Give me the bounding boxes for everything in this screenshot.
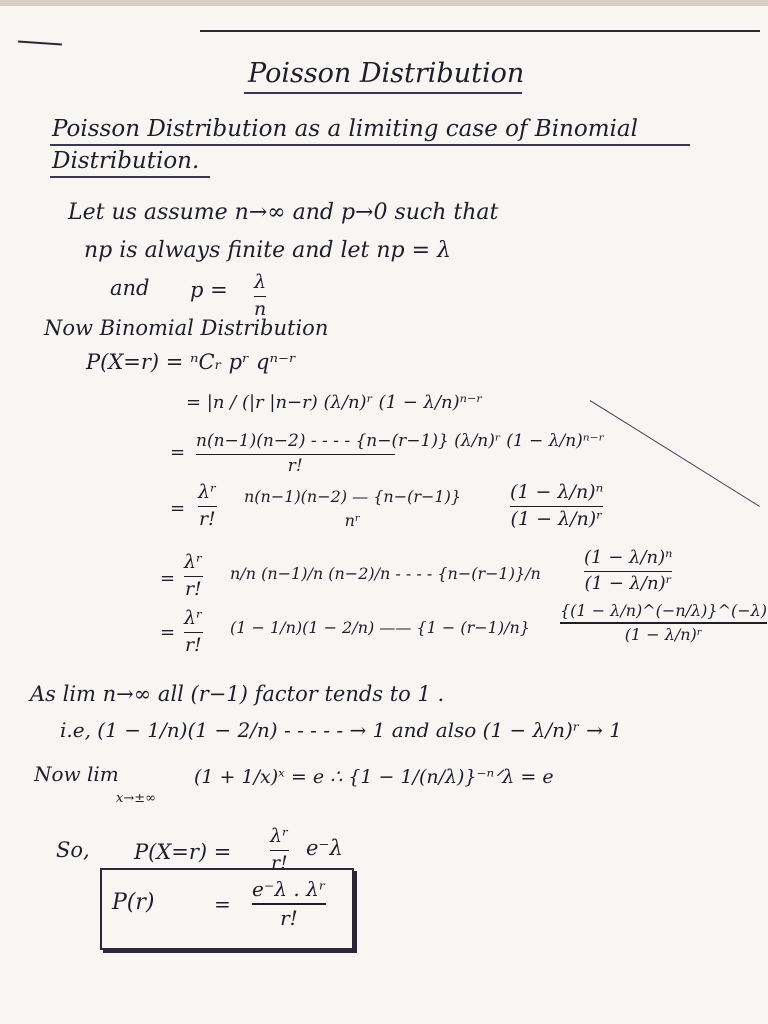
- step-3-b-den: nʳ: [344, 510, 361, 530]
- p-fraction: [254, 272, 266, 321]
- step-5-c-den: (1 − λ/n)ʳ: [624, 624, 703, 644]
- p-fraction-den: n: [254, 298, 267, 321]
- step-4-a-num: λʳ: [184, 551, 203, 573]
- subtitle-line-1: Poisson Distribution as a limiting case of Binomial: [52, 116, 638, 142]
- step-4-eq: =: [160, 568, 176, 589]
- step-3-c-num: (1 − λ/n)ⁿ: [510, 481, 604, 503]
- step-3-c-den: (1 − λ/n)ʳ: [510, 508, 603, 531]
- step-4-a-den: r!: [184, 578, 202, 601]
- step-4-a: [184, 552, 203, 601]
- binomial-heading: Now Binomial Distribution: [44, 316, 329, 340]
- step-5-c: [560, 602, 767, 644]
- step-5-a-den: r!: [184, 634, 202, 657]
- step-3-b: [244, 488, 461, 530]
- margin-diagonal-stroke: [590, 400, 760, 507]
- step-3-a-den: r!: [198, 508, 216, 531]
- assumption-line-1: Let us assume n→∞ and p→0 such that: [68, 200, 499, 225]
- step-3-a: [198, 482, 217, 531]
- binomial-pmf: P(X=r) = ⁿCᵣ pʳ qⁿ⁻ʳ: [86, 350, 297, 374]
- step-2-num: n(n−1)(n−2) - - - - {n−(r−1)} (λ/n)ʳ (1 − λ/n)ⁿ⁻ʳ: [196, 431, 605, 451]
- step-3-a-num: λʳ: [198, 481, 217, 503]
- step-4-c: [584, 548, 672, 595]
- page-top-edge: [0, 0, 768, 6]
- step-2-eq: =: [170, 442, 186, 463]
- limit-statement: As lim n→∞ all (r−1) factor tends to 1 .: [30, 682, 445, 706]
- step-5-mid: (1 − 1/n)(1 − 2/n) —— {1 − (r−1)/n}: [230, 618, 530, 637]
- final-den: r!: [280, 905, 298, 930]
- step-2-den: r!: [287, 456, 303, 477]
- step-2-fraction: [196, 432, 605, 477]
- p-fraction-num: λ: [254, 271, 267, 293]
- final-num: e⁻λ . λʳ: [252, 877, 326, 901]
- step-3-b-num: n(n−1)(n−2) — {n−(r−1)}: [244, 487, 462, 506]
- final-equals: =: [214, 892, 231, 916]
- final-lhs: P(r): [112, 890, 155, 915]
- subtitle-underline-1: [50, 144, 690, 146]
- step-4-c-num: (1 − λ/n)ⁿ: [584, 547, 673, 568]
- subtitle-underline-2: [50, 176, 210, 178]
- now-lim-label: Now lim: [34, 762, 119, 786]
- step-1: = |n / (|r |n−r) (λ/n)ʳ (1 − λ/n)ⁿ⁻ʳ: [186, 392, 483, 413]
- so-fraction-den: r!: [270, 852, 288, 875]
- final-fraction: [252, 878, 326, 930]
- ie-statement: i.e, (1 − 1/n)(1 − 2/n) - - - - - → 1 and also (1 − λ/n)ʳ → 1: [60, 718, 622, 742]
- step-5-eq: =: [160, 622, 176, 643]
- and-label: and: [110, 276, 150, 300]
- page-title: Poisson Distribution: [248, 58, 525, 89]
- now-lim-expression: (1 + 1/x)ˣ = e ∴ {1 − 1/(n/λ)}⁻ⁿᐟλ = e: [194, 766, 554, 788]
- p-label: p =: [190, 278, 228, 302]
- step-3-c: [510, 482, 603, 531]
- step-3-eq: =: [170, 498, 186, 519]
- final-result-box: [100, 868, 354, 950]
- step-4-mid: n/n (n−1)/n (n−2)/n - - - - {n−(r−1)}/n: [230, 564, 541, 583]
- so-lhs: P(X=r) =: [134, 840, 232, 864]
- step-5-a-num: λʳ: [184, 607, 203, 629]
- margin-tick: [18, 40, 62, 45]
- ruled-top-line: [200, 30, 760, 32]
- step-5-c-num: {(1 − λ/n)^(−n/λ)}^(−λ): [560, 601, 768, 620]
- so-label: So,: [56, 838, 90, 862]
- so-rhs: e⁻λ: [306, 836, 343, 860]
- now-lim-subscript: x→±∞: [116, 791, 156, 806]
- assumption-line-2: np is always finite and let np = λ: [84, 238, 451, 263]
- title-underline: [244, 92, 522, 94]
- so-fraction-num: λʳ: [270, 825, 289, 847]
- step-5-a: [184, 608, 203, 657]
- step-4-c-den: (1 − λ/n)ʳ: [584, 573, 672, 595]
- subtitle-line-2: Distribution.: [52, 148, 200, 174]
